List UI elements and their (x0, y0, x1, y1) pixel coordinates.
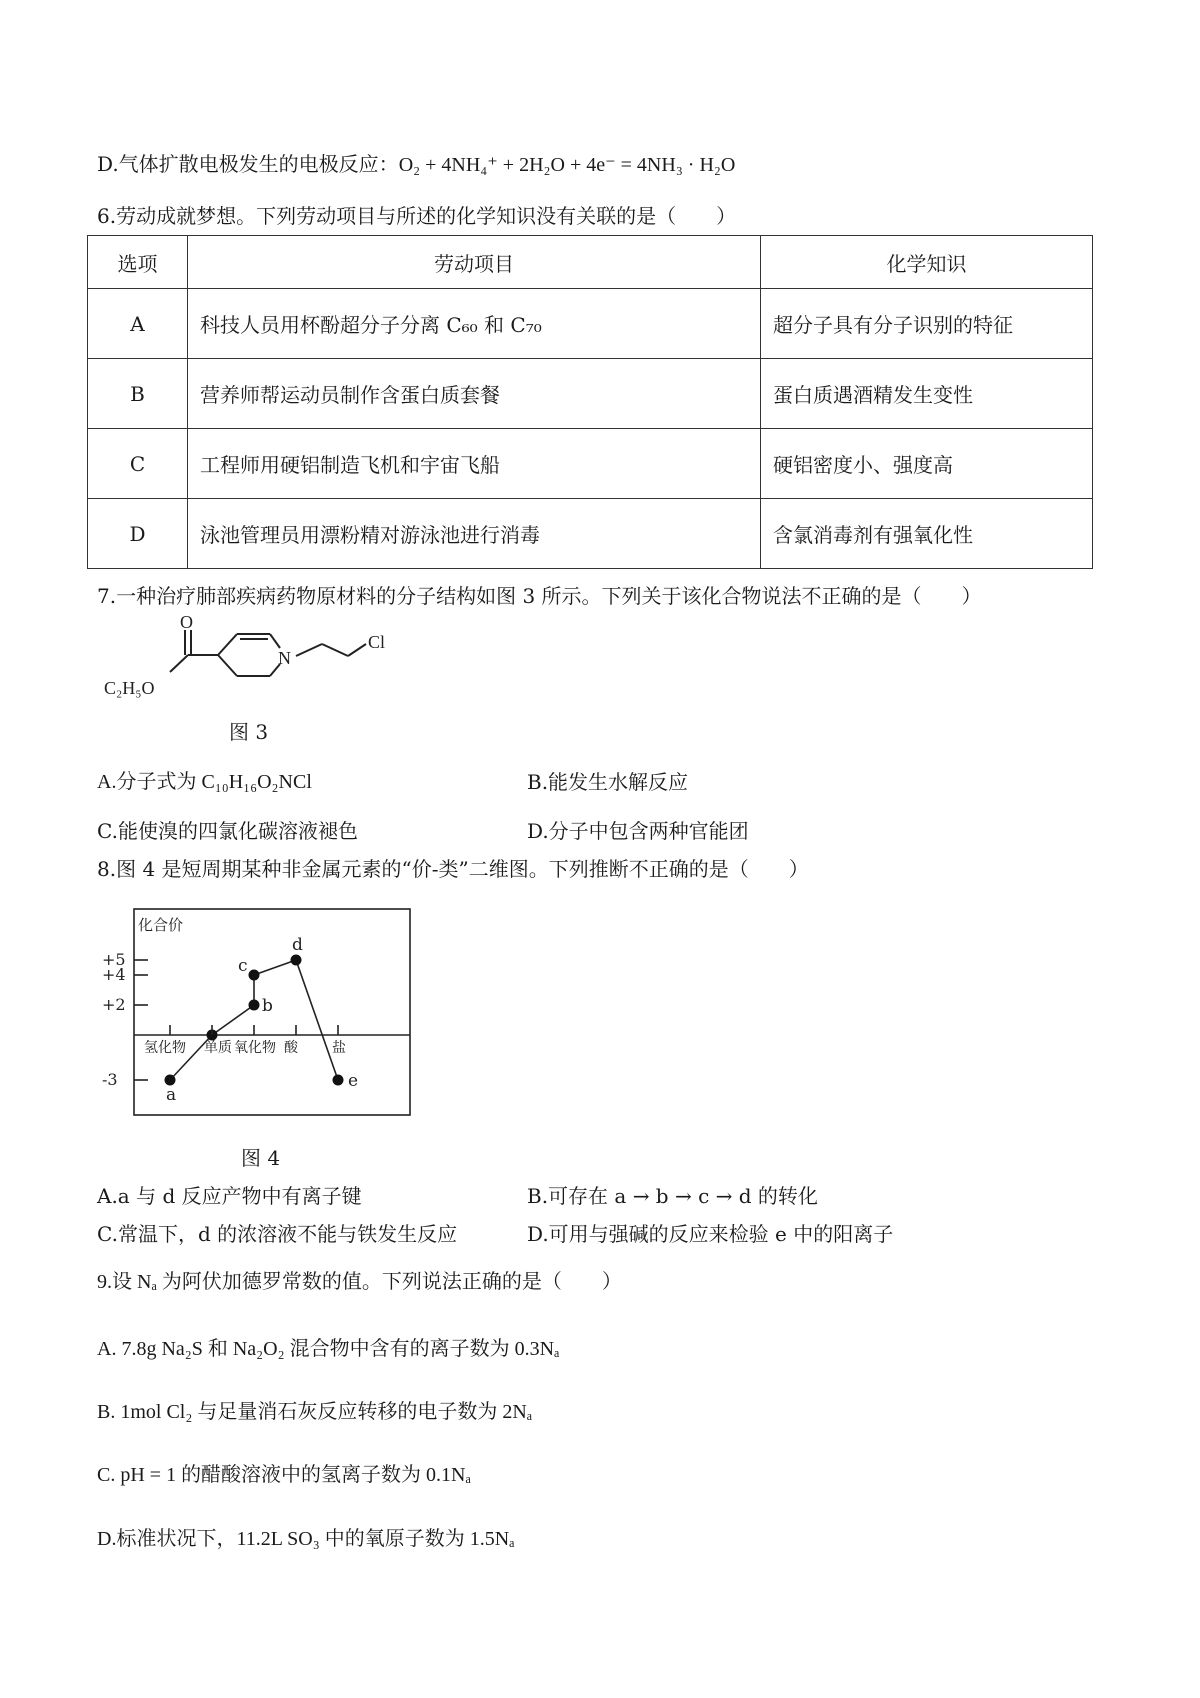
q7-option-b: B.能发生水解反应 (527, 770, 689, 794)
ethoxy-label: C₂H₅O (104, 678, 155, 698)
valence-class-chart (100, 905, 420, 1120)
table-header-row (88, 236, 1093, 289)
category-label: 酸 (284, 1040, 298, 1056)
q8-option-a: A.a 与 d 反应产物中有离子键 (97, 1184, 362, 1208)
q8-option-c: C.常温下，d 的浓溶液不能与铁发生反应 (97, 1222, 458, 1246)
figure-3-caption: 图 3 (229, 720, 269, 744)
y-tick-label: +2 (102, 995, 126, 1014)
q7-option-c: C.能使溴的四氯化碳溶液褪色 (97, 819, 358, 843)
row-project: 泳池管理员用漂粉精对游泳池进行消毒 (188, 499, 761, 569)
point-label: a (166, 1085, 177, 1105)
data-point (333, 1075, 344, 1086)
row-option: B (88, 359, 188, 429)
series-line (254, 960, 296, 975)
row-knowledge: 超分子具有分子识别的特征 (761, 289, 1093, 359)
data-point (249, 1000, 260, 1011)
y-tick-label: -3 (102, 1070, 118, 1089)
point-label: b (262, 996, 273, 1016)
y-axis-label: 化合价 (138, 916, 184, 934)
oxygen-label: O (180, 612, 193, 632)
q8-option-d: D.可用与强碱的反应来检验 e 中的阳离子 (527, 1222, 894, 1246)
category-label: 单质 (204, 1040, 232, 1056)
row-knowledge: 硬铝密度小、强度高 (761, 429, 1093, 499)
q9-option-c: C. pH = 1 的醋酸溶液中的氢离子数为 0.1Nₐ (97, 1464, 471, 1486)
chlorine-label: Cl (368, 632, 386, 652)
point-label: d (292, 935, 303, 955)
q8-option-b: B.可存在 a → b → c → d 的转化 (527, 1184, 818, 1208)
row-project: 营养师帮运动员制作含蛋白质套餐 (188, 359, 761, 429)
y-tick-label: +4 (102, 965, 126, 984)
q9-option-b: B. 1mol Cl₂ 与足量消石灰反应转移的电子数为 2Nₐ (97, 1401, 533, 1423)
header-project: 劳动项目 (188, 236, 761, 289)
y-tick-label: +5 (102, 950, 126, 969)
q6-stem: 6.劳动成就梦想。下列劳动项目与所述的化学知识没有关联的是（ ） (97, 204, 737, 228)
header-option: 选项 (88, 236, 188, 289)
row-option: D (88, 499, 188, 569)
q9-option-d: D.标准状况下，11.2L SO₃ 中的氧原子数为 1.5Nₐ (97, 1528, 515, 1550)
category-label: 盐 (332, 1040, 346, 1056)
q5-option-d (97, 150, 735, 179)
molecule-structure (100, 612, 410, 712)
point-label: e (348, 1071, 359, 1091)
point-label: c (238, 956, 248, 976)
q7-option-a: A.分子式为 C₁₀H₁₆O₂NCl (97, 771, 312, 793)
category-label: 氧化物 (234, 1040, 276, 1056)
series-line (212, 1005, 254, 1035)
row-project: 科技人员用杯酚超分子分离 C₆₀ 和 C₇₀ (188, 289, 761, 359)
header-knowledge: 化学知识 (761, 236, 1093, 289)
row-project: 工程师用硬铝制造飞机和宇宙飞船 (188, 429, 761, 499)
series-line (296, 960, 338, 1080)
q5-option-d-prefix: D.气体扩散电极发生的电极反应： (97, 152, 399, 176)
q9-stem: 9.设 Nₐ 为阿伏加德罗常数的值。下列说法正确的是（ ） (97, 1271, 622, 1293)
q7-stem: 7.一种治疗肺部疾病药物原材料的分子结构如图 3 所示。下列关于该化合物说法不正确的是（ ） (97, 584, 982, 608)
row-knowledge: 含氯消毒剂有强氧化性 (761, 499, 1093, 569)
q8-stem: 8.图 4 是短周期某种非金属元素的“价-类”二维图。下列推断不正确的是（ ） (97, 857, 809, 881)
row-option: A (88, 289, 188, 359)
labor-project-table (87, 235, 1093, 569)
q7-option-d: D.分子中包含两种官能团 (527, 819, 749, 843)
data-point (291, 955, 302, 966)
q5-option-d-equation: O₂ + 4NH₄⁺ + 2H₂O + 4e⁻ = 4NH₃ · H₂O (398, 154, 736, 176)
data-point (165, 1075, 176, 1086)
table-row (88, 429, 1093, 499)
nitrogen-label: N (278, 648, 291, 668)
table-row (88, 289, 1093, 359)
category-label: 氢化物 (144, 1040, 186, 1056)
table-row (88, 359, 1093, 429)
data-point (249, 970, 260, 981)
figure-4-caption: 图 4 (241, 1146, 281, 1170)
row-option: C (88, 429, 188, 499)
q9-option-a: A. 7.8g Na₂S 和 Na₂O₂ 混合物中含有的离子数为 0.3Nₐ (97, 1338, 560, 1360)
row-knowledge: 蛋白质遇酒精发生变性 (761, 359, 1093, 429)
table-row (88, 499, 1093, 569)
